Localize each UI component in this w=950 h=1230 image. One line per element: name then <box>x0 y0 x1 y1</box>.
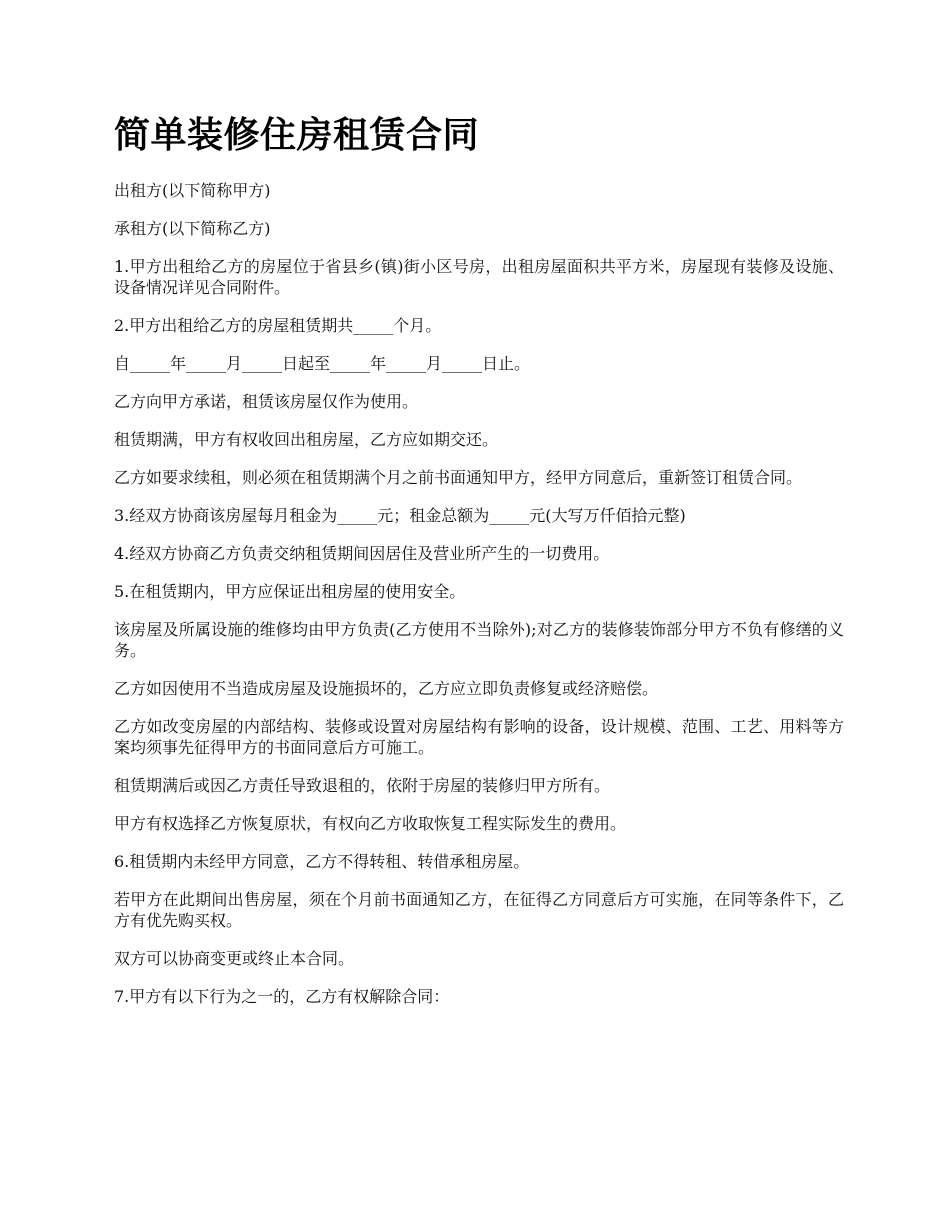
paragraph-lessor: 出租方(以下简称甲方) <box>114 181 271 200</box>
paragraph-clause-1: 1.甲方出租给乙方的房屋位于省县乡(镇)街小区号房，出租房屋面积共平方米，房屋现有装修及设施、设备情况详见合同附件。 <box>114 257 844 297</box>
paragraph-clause-7: 7.甲方有以下行为之一的，乙方有权解除合同： <box>114 987 450 1006</box>
paragraph-renewal: 乙方如要求续租，则必须在租赁期满个月之前书面通知甲方，经甲方同意后，重新签订租赁合同。 <box>114 468 803 487</box>
paragraph-fixtures: 租赁期满后或因乙方责任导致退租的，依附于房屋的装修归甲方所有。 <box>114 776 611 795</box>
paragraph-term-dates: 自_____年_____月_____日起至_____年_____月_____日止。 <box>114 354 531 373</box>
paragraph-usage-promise: 乙方向甲方承诺，租赁该房屋仅作为使用。 <box>114 392 419 411</box>
paragraph-restoration: 甲方有权选择乙方恢复原状，有权向乙方收取恢复工程实际发生的费用。 <box>114 814 627 833</box>
paragraph-clause-2: 2.甲方出租给乙方的房屋租赁期共_____个月。 <box>114 316 442 335</box>
paragraph-modification: 双方可以协商变更或终止本合同。 <box>114 949 355 968</box>
paragraph-alterations: 乙方如改变房屋的内部结构、装修或设置对房屋结构有影响的设备，设计规模、范围、工艺、用料等方案均须事先征得甲方的书面同意后方可施工。 <box>114 717 844 757</box>
paragraph-clause-4: 4.经双方协商乙方负责交纳租赁期间因居住及营业所产生的一切费用。 <box>114 544 610 563</box>
paragraph-term-expiry: 租赁期满，甲方有权收回出租房屋，乙方应如期交还。 <box>114 430 499 449</box>
paragraph-maintenance: 该房屋及所属设施的维修均由甲方负责(乙方使用不当除外);对乙方的装修装饰部分甲方不负有修缮的义务。 <box>114 620 844 660</box>
paragraph-damage: 乙方如因使用不当造成房屋及设施损坏的，乙方应立即负责修复或经济赔偿。 <box>114 679 659 698</box>
document-body <box>114 180 844 1024</box>
document-title: 简单装修住房租赁合同 <box>114 115 480 156</box>
paragraph-clause-6: 6.租赁期内未经甲方同意，乙方不得转租、转借承租房屋。 <box>114 852 530 871</box>
paragraph-sale-notice: 若甲方在此期间出售房屋，须在个月前书面通知乙方，在征得乙方同意后方可实施，在同等条件下，乙方有优先购买权。 <box>114 890 844 930</box>
paragraph-clause-5: 5.在租赁期内，甲方应保证出租房屋的使用安全。 <box>114 582 466 601</box>
paragraph-clause-3: 3.经双方协商该房屋每月租金为_____元；租金总额为_____元(大写万仟佰拾元整) <box>114 506 686 525</box>
paragraph-lessee: 承租方(以下简称乙方) <box>114 219 271 238</box>
